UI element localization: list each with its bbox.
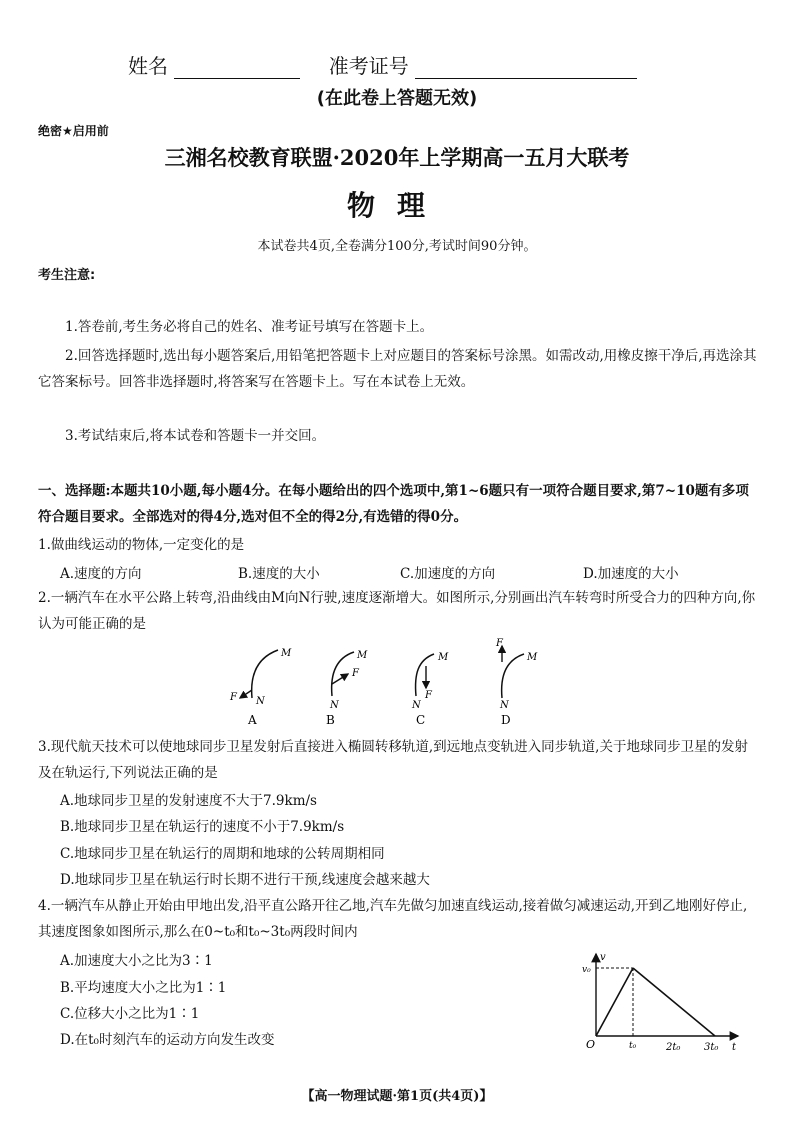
exam-title: 三湘名校教育联盟·2020年上学期高一五月大联考 <box>164 145 630 170</box>
page-footer: 【高一物理试题·第1页(共4页)】 <box>301 1089 493 1104</box>
figure-label: D <box>501 713 511 727</box>
option: D.在t₀时刻汽车的运动方向发生改变 <box>60 1032 275 1048</box>
2t0-label: 2t₀ <box>666 1042 681 1053</box>
figure-d <box>495 638 538 727</box>
force-label: F <box>425 690 432 701</box>
figure-a <box>229 648 292 727</box>
option: D.加速度的大小 <box>583 566 679 582</box>
exam-info: 本试卷共4页,全卷满分100分,考试时间90分钟。 <box>257 239 537 254</box>
accel-segment <box>596 968 633 1036</box>
point-m: M <box>527 652 538 663</box>
question-stem: 4.一辆汽车从静止开始由甲地出发,沿平直公路开往乙地,汽车先做匀加速直线运动,接着做匀减速运动,开到乙地刚好停止,其速度图象如图所示,那么在0~t₀和t₀~3t₀两段时间内 <box>38 898 748 940</box>
notice-item: 2.回答选择题时,选出每小题答案后,用铅笔把答题卡上对应题目的答案标号涂黑。如需改动,用橡皮擦干净后,再选涂其它答案标号。回答非选择题时,将答案写在答题卡上。写在本试卷上无效。 <box>38 348 757 390</box>
t0-label: t₀ <box>629 1041 637 1051</box>
point-n: N <box>256 696 265 707</box>
option: B.地球同步卫星在轨运行的速度不小于7.9km/s <box>60 819 345 835</box>
force-arrow <box>332 674 348 684</box>
origin-label: O <box>586 1038 596 1051</box>
option: A.速度的方向 <box>60 566 142 582</box>
secret-label: 绝密★启用前 <box>38 124 109 138</box>
subject-title: 物理 <box>346 189 447 222</box>
name-label: 姓名 <box>128 54 168 78</box>
point-n: N <box>500 700 509 711</box>
figure-b <box>326 650 368 727</box>
option: B.速度的大小 <box>238 566 320 582</box>
option: D.地球同步卫星在轨运行时长期不进行干预,线速度会越来越大 <box>60 872 430 888</box>
force-label: F <box>352 668 359 679</box>
question-stem: 1.做曲线运动的物体,一定变化的是 <box>38 537 245 553</box>
question-stem: 2.一辆汽车在水平公路上转弯,沿曲线由M向N行驶,速度逐渐增大。如图所示,分别画出汽车转弯时所受合力的四种方向,你认为可能正确的是 <box>38 590 756 632</box>
figure-label: B <box>326 713 335 727</box>
point-n: N <box>330 700 339 711</box>
candidate-info-line <box>128 50 637 79</box>
exam-no-field[interactable] <box>415 56 637 79</box>
figure-c <box>411 652 449 727</box>
invalid-answer-note: (在此卷上答题无效) <box>316 88 478 109</box>
exam-no-label: 准考证号 <box>328 54 409 78</box>
point-n: N <box>412 700 421 711</box>
velocity-time-graph <box>580 948 750 1060</box>
section-title: 一、选择题:本题共10小题,每小题4分。在每小题给出的四个选项中,第1~6题只有一项符合题目要求,第7~10题有多项符合题目要求。全部选对的得4分,选对但不全的得2分,有选错的得0分。 <box>38 483 749 525</box>
option: A.加速度大小之比为3∶1 <box>60 953 213 969</box>
force-label: F <box>230 692 237 703</box>
force-label: F <box>496 638 503 649</box>
option: C.地球同步卫星在轨运行的周期和地球的公转周期相同 <box>60 846 385 862</box>
figure-label: C <box>416 713 426 727</box>
notice-item: 1.答卷前,考生务必将自己的姓名、准考证号填写在答题卡上。 <box>65 319 434 335</box>
3t0-label: 3t₀ <box>704 1042 719 1053</box>
option: A.地球同步卫星的发射速度不大于7.9km/s <box>60 793 317 809</box>
option: B.平均速度大小之比为1∶1 <box>60 980 227 996</box>
v-axis-label: v <box>600 952 606 963</box>
point-m: M <box>281 648 292 659</box>
option: C.加速度的方向 <box>400 566 496 582</box>
notice-label: 考生注意: <box>38 268 96 283</box>
figure-label: A <box>248 713 257 727</box>
force-arrow <box>240 690 252 698</box>
notice-item: 3.考试结束后,将本试卷和答题卡一并交回。 <box>65 428 326 444</box>
curve-force-figures <box>220 636 540 728</box>
t-axis-label: t <box>732 1042 737 1053</box>
name-field[interactable] <box>174 56 300 79</box>
point-m: M <box>438 652 449 663</box>
point-m: M <box>357 650 368 661</box>
decel-segment <box>633 968 715 1036</box>
question-stem: 3.现代航天技术可以使地球同步卫星发射后直接进入椭圆转移轨道,到远地点变轨进入同步轨道,关于地球同步卫星的发射及在轨运行,下列说法正确的是 <box>38 739 748 781</box>
v0-label: v₀ <box>582 965 591 975</box>
option: C.位移大小之比为1∶1 <box>60 1006 200 1022</box>
